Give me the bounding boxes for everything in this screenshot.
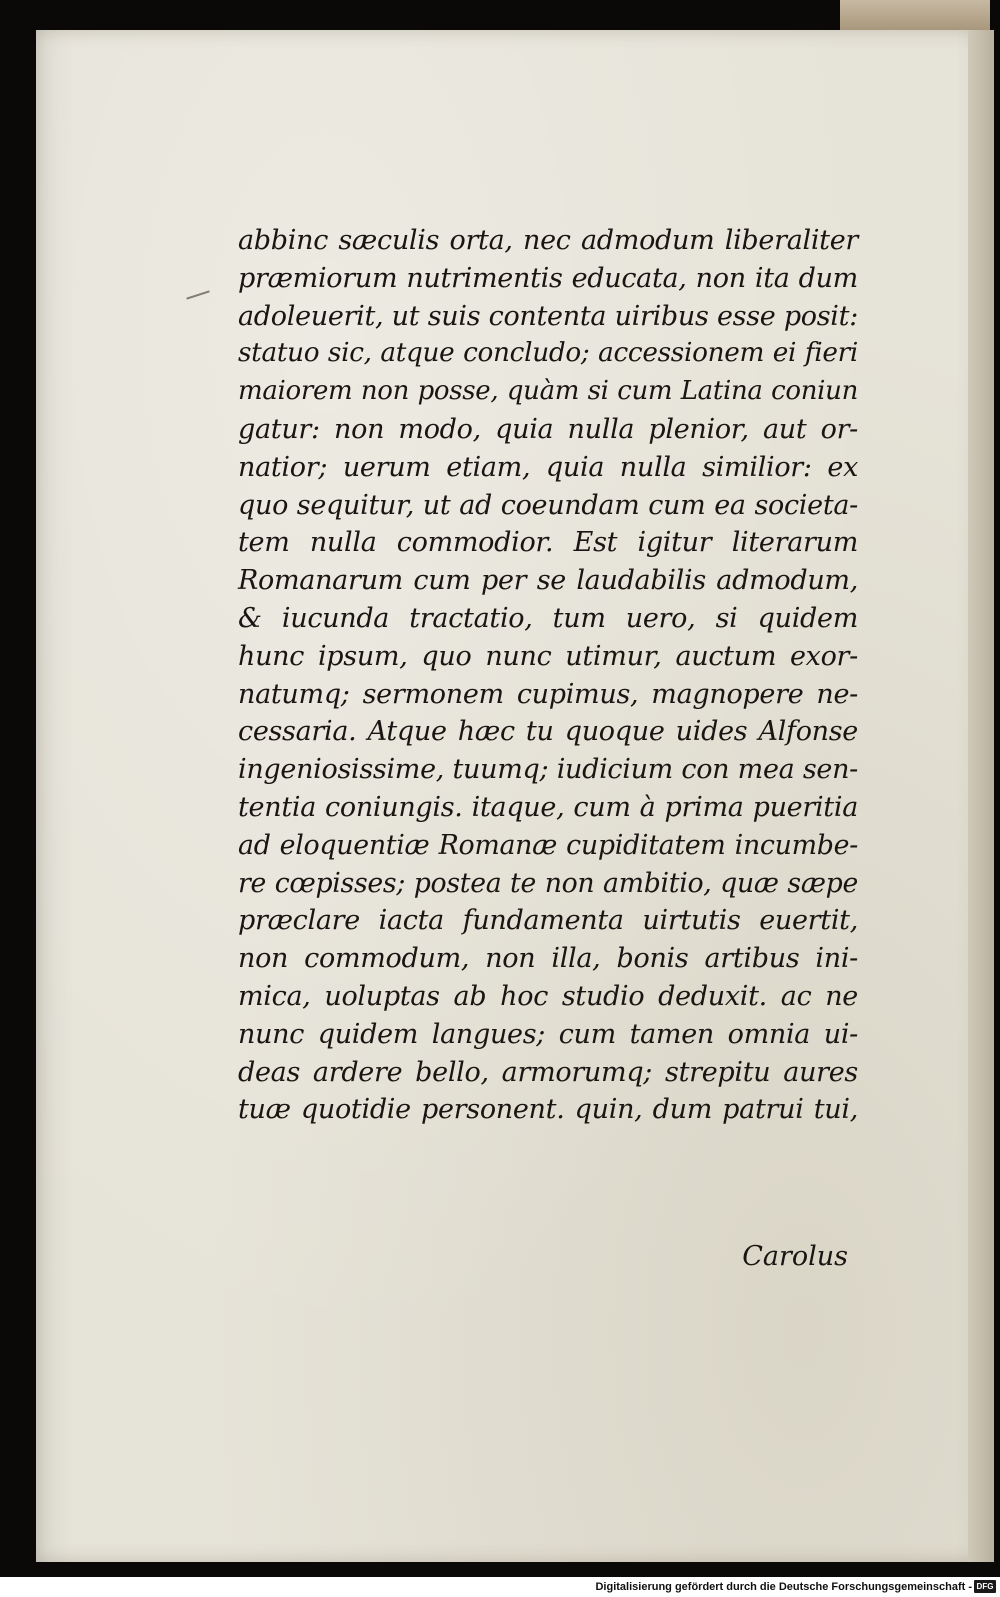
text-line: tuæ quotidie personent. quin, dum patrui tui, xyxy=(238,1094,858,1126)
text-line: cessaria. Atque hæc tu quoque uides Alfonse xyxy=(238,716,858,748)
text-line: præclare iacta fundamenta uirtutis euertit, xyxy=(238,905,858,937)
text-line: natior; uerum etiam, quia nulla similior: ex xyxy=(238,451,858,483)
text-line: mica, uoluptas ab hoc studio deduxit. ac ne xyxy=(238,980,858,1012)
text-line: gatur: non modo, quia nulla plenior, aut or- xyxy=(238,413,858,445)
text-line: ingeniosissime, tuumq; iudicium con mea sen- xyxy=(238,754,858,786)
text-line: quo sequitur, ut ad coeundam cum ea societa- xyxy=(238,489,858,521)
text-line: re cœpisses; postea te non ambitio, quæ sæpe xyxy=(238,867,858,899)
text-line: tem nulla commodior. Est igitur literarum xyxy=(238,527,858,559)
text-line: præmiorum nutrimentis educata, non ita dum xyxy=(238,262,858,294)
text-line: maiorem non posse, quàm si cum Latina coniun xyxy=(238,376,858,407)
text-line: statuo sic, atque concludo; accessionem ei fieri xyxy=(238,338,858,369)
text-line: & iucunda tractatio, tum uero, si quidem xyxy=(238,602,858,634)
text-line: ad eloquentiæ Romanæ cupiditatem incumbe- xyxy=(238,829,858,861)
catchword: Carolus xyxy=(742,1241,848,1272)
text-line: natumq; sermonem cupimus, magnopere ne- xyxy=(238,678,858,710)
text-line: hunc ipsum, quo nunc utimur, auctum exor- xyxy=(238,640,858,672)
text-line: adoleuerit, ut suis contenta uiribus esse posit: xyxy=(238,300,858,332)
text-line: Romanarum cum per se laudabilis admodum, xyxy=(238,565,858,597)
text-line: nunc quidem langues; cum tamen omnia ui- xyxy=(238,1018,858,1050)
page-edge-right xyxy=(968,30,994,1562)
text-line: abbinc sæculis orta, nec admodum liberaliter xyxy=(238,225,858,256)
page-text-block xyxy=(238,222,858,1129)
text-line: non commodum, non illa, bonis artibus ini- xyxy=(238,943,858,975)
text-line: tentia coniungis. itaque, cum à prima pueritia xyxy=(238,791,858,823)
digitization-credit: Digitalisierung gefördert durch die Deutsche Forschungsgemeinschaft - xyxy=(595,1581,972,1593)
text-line: deas ardere bello, armorumq; strepitu aures xyxy=(238,1056,858,1088)
dfg-logo: DFG xyxy=(974,1580,996,1593)
page-edge-top xyxy=(840,0,990,30)
